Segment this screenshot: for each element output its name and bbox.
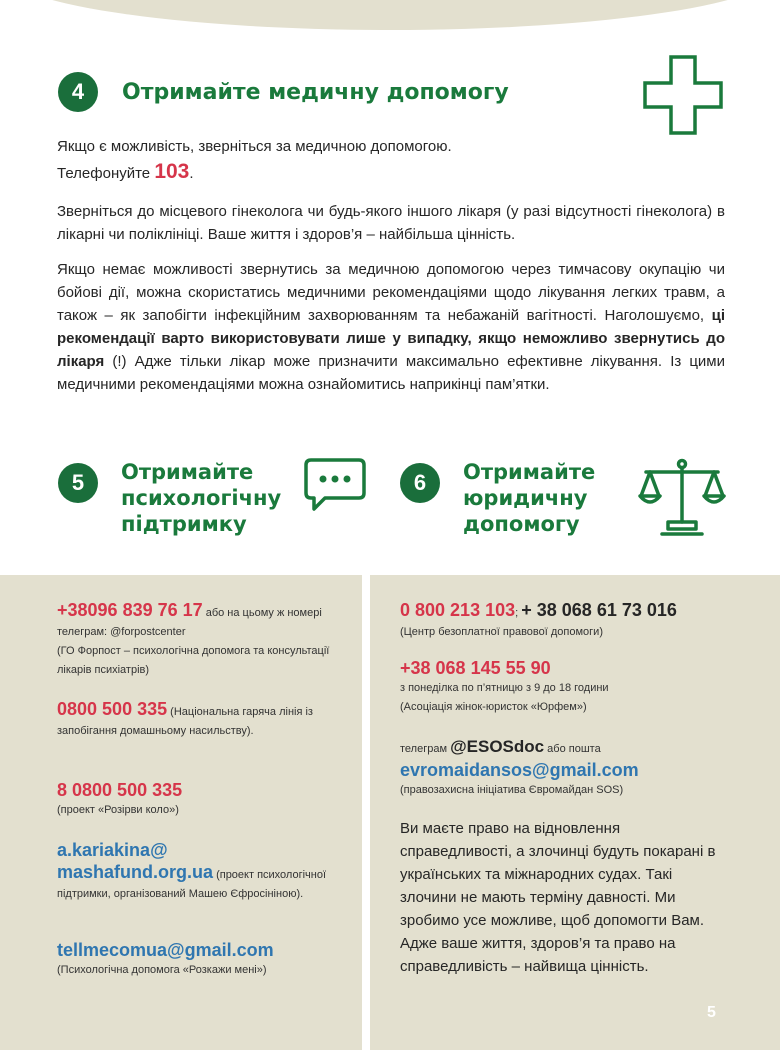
section-5-title: Отримайте психологічну підтримку [121,460,282,536]
forpost-phone[interactable]: +38096 839 76 17 [57,600,203,620]
contact-euromaidan-sos: телеграм @ESOSdoc або пошта evromaidansos@gmail.com (правозахисна ініціатива Євромайдан SOS) [400,737,740,800]
contact-tellme: tellmecomua@gmail.com (Психологічна допомога «Розкажи мені») [57,939,347,980]
section-4-paragraph-2: Телефонуйте 103. [57,160,194,183]
section-6-number: 6 [400,463,440,503]
contact-forpost: +38096 839 76 17 або на цьому ж номері телеграм: @forpostcenter (ГО Форпост – психологічна допомога та консультації лікарів психіатрів) [57,600,330,676]
medical-cross-icon [643,55,723,135]
page-number: 5 [707,1004,716,1021]
contact-mashafund: a.kariakina@ mashafund.org.ua (проект психологічної підтримки, організований Машею Єфросініною). [57,839,347,904]
section-4-paragraph-3: Зверніться до місцевого гінеколога чи будь-якого іншого лікаря (у разі відсутності гінеколога) в лікарні чи поліклініці. Ваше життя і здоров’я – найбільша цінність. [57,203,725,243]
top-wave-decoration [0,0,780,30]
section-4-paragraph-4: Якщо немає можливості звернутись за медичною допомогою через тимчасову окупацію чи бойові дії, можна скористатись медичними рекомендаціями щодо лікування легких травм, а також – як запобігти інфекційним захворюванням та небажаній вагітності. Наголошуємо, ці рекомендації варто використовувати лише у випадку, якщо неможливо звернутись до лікаря (!) Адже тільки лікар може призначити максимально ефективне лікування. Із цими медичними рекомендаціями можна ознайомитись наприкінці пам’ятки. [57,261,725,393]
closing-paragraph: Ви маєте право на відновлення справедливості, а злочинці будуть покарані в українських та міжнародних судах. Такі злочини не мають терміну давності. Ми зробимо усе можливе, щоб допомогти Вам. Адже ваше життя, здоров’я та право на справедливість – найвища цінність. [400,820,716,975]
mashafund-email-line-2[interactable]: mashafund.org.ua [57,862,214,882]
jurfem-phone[interactable]: +38 068 145 55 90 [400,658,551,678]
section-6-title: Отримайте юридичну допомогу [463,460,596,536]
contact-hotline: 0800 500 335 (Національна гаряча лінія із запобігання домашньому насильству). [57,699,313,737]
rozirvy-kolo-phone[interactable]: 8 0800 500 335 [57,780,183,800]
chat-bubble-icon [303,457,367,513]
scales-of-justice-icon [638,456,726,538]
contact-jurfem: +38 068 145 55 90 з понеділка по п’ятницю з 9 до 18 години (Асоціація жінок-юристок «Юрфем») [400,657,740,717]
contact-rozirvy-kolo: 8 0800 500 335 (проект «Розірви коло») [57,779,347,820]
emergency-phone[interactable]: 103 [154,160,190,183]
esosdoc-telegram[interactable]: @ESOSdoc [450,737,545,756]
contact-legal-aid: 0 800 213 103; + 38 068 61 73 016 (Центр безоплатної правової допомоги) [400,600,677,638]
legal-aid-phone-1[interactable]: 0 800 213 103 [400,600,516,620]
tellme-email[interactable]: tellmecomua@gmail.com [57,940,274,960]
section-4-paragraph-1: Якщо є можливість, зверніться за медичною допомогою. [57,138,452,155]
column-divider [362,572,370,1050]
euromaidan-email[interactable]: evromaidansos@gmail.com [400,760,639,780]
section-4-title: Отримайте медичну допомогу [122,80,509,105]
mashafund-email-line-1[interactable]: a.kariakina@ [57,840,168,860]
hotline-phone[interactable]: 0800 500 335 [57,699,168,719]
section-4-number: 4 [58,72,98,112]
legal-aid-phone-2[interactable]: + 38 068 61 73 016 [521,600,677,620]
section-5-number: 5 [58,463,98,503]
